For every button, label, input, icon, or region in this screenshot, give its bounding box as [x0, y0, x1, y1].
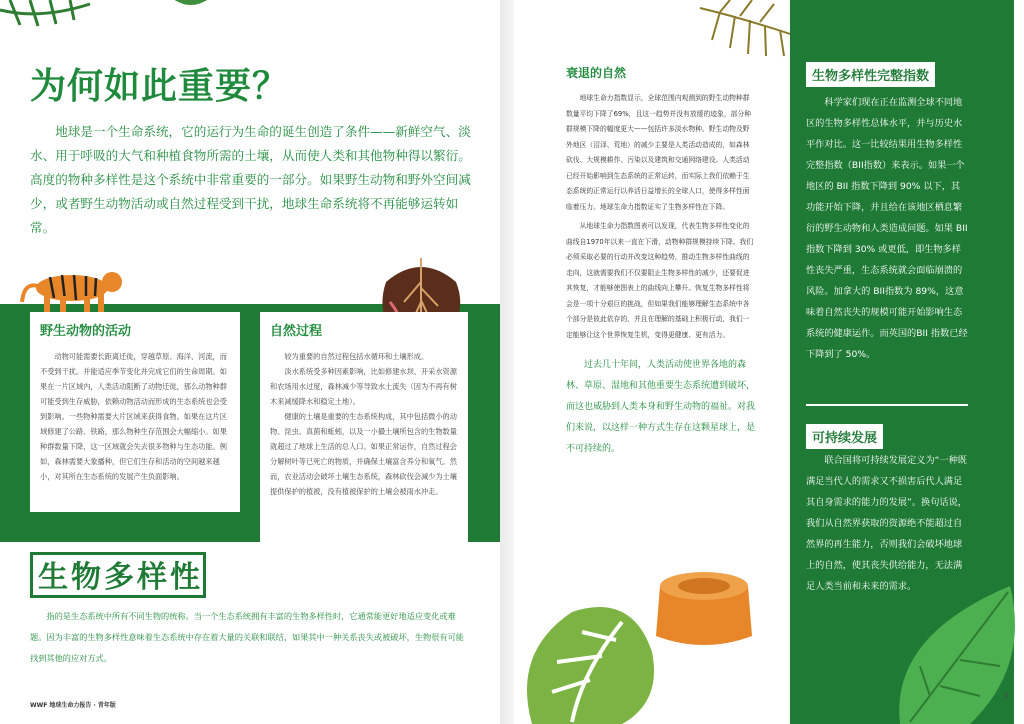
natural-process-card: [260, 312, 468, 544]
paragraph: 地球生命力指数显示，全球范围内观测到的野生动物种群数量平均下降了69%，且这一趋势并没有放缓的迹象，部分种群规模下降的幅度更大——包括许多淡水物种。野生动物及野外地区（沼泽、荒地）的减少主要是人类活动造成的，如森林砍伐、大规模耕作、污染以及建筑和交通网络建设。人类活动已经开始影响到生态系统的正常运转，而实际上我们依赖于生态系统的正常运行以养活日益增长的全球人口，使得多样性面临着压力。地球生命力指数证实了生物多样性在下降。: [566, 94, 752, 211]
card-title: 自然过程: [270, 324, 323, 339]
tropical-leaf-icon: [890, 586, 1024, 724]
bii-section-title: 生物多样性完整指数: [806, 62, 935, 87]
footer-text: WWF 地球生命力报告 · 青年版: [30, 702, 116, 709]
palm-leaf-icon: [0, 0, 110, 40]
intro-paragraph: 地球是一个生命系统，它的运行为生命的诞生创造了条件——新鲜空气、淡水、用于呼吸的大气和种植食物所需的土壤，从而使人类和其他物种得以繁衍。高度的物种多样性是这个系统中非常重要的一部分。如果野生动物和野外空间减少，或者野生动物活动或自然过程受到干扰，地球生命系统将不再能够运转如常。: [30, 124, 471, 235]
card-title: 野生动物的活动: [40, 324, 132, 339]
tiger-icon: [20, 262, 126, 314]
card-text-2: 淡水系统受多种因素影响，比如修建水坝、开采水资源和农场用水过度，森林减少等导致水土流失（因为不再有树木来减缓降水和稳定土地）。: [270, 367, 457, 406]
sustainable-dev-text: 联合国将可持续发展定义为“一种既满足当代人的需求又不损害后代人满足其自身需求的能力的发展”。换句话说，我们从自然界获取的资源绝不能超过自然界的再生能力，否则我们会破坏地球上的自然，使其丧失供给能力，无法满足人类当前和未来的需求。: [806, 455, 967, 592]
card-text-1: 较为重要的自然过程包括水循环和土壤形成。: [284, 352, 429, 361]
card-text: 动物可能需要长距离迁徙，穿越草原、海洋、河流，而不受到干扰。并能适应季节变化并完成它们的生命周期。如果在一片区域内，人类活动阻断了动物迁徙，那么动物种群可能受到生存威胁，依赖动物活动而形成的生态系统也会受到影响。一些物种需要大片区域来获得食物。如果在这片区域修建了公路、铁路，那么物种生存范围会大幅缩小。如果种群数量下降，这一区域就会失去很多物种与生态功能。例如，森林需要大象播种，但它们生存和活动的空间越来越小，对其所在生态系统的发展产生负面影响。: [40, 352, 227, 481]
sustainable-dev-title: 可持续发展: [806, 424, 883, 449]
bii-section-text: 科学家们现在正在监测全球不同地区的生物多样性总体水平，并与历史水平作对比。这一比较结果用生物多样性完整指数（BII指数）来表示。如果一个地区的 BII 指数下降到 90% 以下，其功能开始下降，并且给在该地区栖息繁衍的野生动物和人类造成问题。如果 BII 指数下降到 30% 或更低，即生物多样性丧失严重，生态系统就会面临崩溃的风险。加拿大的 BII指数为 89%，这意味着自然丧失的规模可能开始影响生态系统的健康运作。而英国的BII 指数已经下降到了 50%。: [806, 97, 968, 360]
card-text-3: 健康的土壤是重要的生态系统构成，其中包括微小的动物、昆虫、真菌和蚯蚓，以及一小撮土壤所包含的生物数量就超过了地球上生活的总人口。如果正常运作，自然过程会分解树叶等已死亡的物质，并确保土壤富含养分和氧气。然而，农业活动会破坏土壤生态系统，森林砍伐会减少为土壤提供保护的植被，没有植被保护的土壤会被雨水冲走。: [270, 412, 457, 496]
page-title: 为何如此重要？: [30, 66, 290, 107]
declining-nature-column: [566, 64, 756, 460]
tree-stump-icon: [652, 566, 756, 650]
left-page: [0, 0, 500, 724]
biodiversity-text: 指的是生态系统中所有不同生物的统称。当一个生态系统拥有丰富的生物多样性时，它通常能更好地适应变化或难题。因为丰富的生物多样性意味着生态系统中存在着大量的关联和联结，如果其中一种关系丧失或被破坏，生物很有可能找到其他的应对方式。: [30, 611, 464, 663]
highlight-paragraph: 过去几十年间，人类活动使世界各地的森林、草原、湿地和其他重要生态系统遭到破坏，而这也威胁到人类本身和野生动物的福祉。对我们来说，以这样一种方式生存在这颗星球上，是不可持续的。: [566, 360, 756, 454]
monstera-leaf-icon: [512, 592, 662, 724]
paragraph: 从地球生命力指数图表可以发现，代表生物多样性变化的曲线自1970年以来一直在下滑，动物种群规模持续下降。我们必须采取必要的行动并改变这种趋势，推动生物多样性曲线的走向，这就需要我们不仅要阻止生物多样性的减少，还要促进其恢复，才能够使图表上的曲线向上攀升。恢复生物多样性将会是一项十分艰巨的挑战，但如果我们能够理解生态系统中各个部分是彼此依存的，并且在理解的基础上积极行动，我们一定能够让这个世界恢复生机，变得更健康、更有活力。: [566, 222, 754, 339]
divider: [806, 404, 968, 406]
monstera-leaf-icon: [150, 0, 230, 30]
page-number: 5: [1004, 692, 1009, 700]
biodiversity-title: 生物多样性: [38, 560, 203, 595]
section-title: 衰退的自然: [566, 66, 627, 80]
wildlife-activity-card: [30, 312, 240, 512]
